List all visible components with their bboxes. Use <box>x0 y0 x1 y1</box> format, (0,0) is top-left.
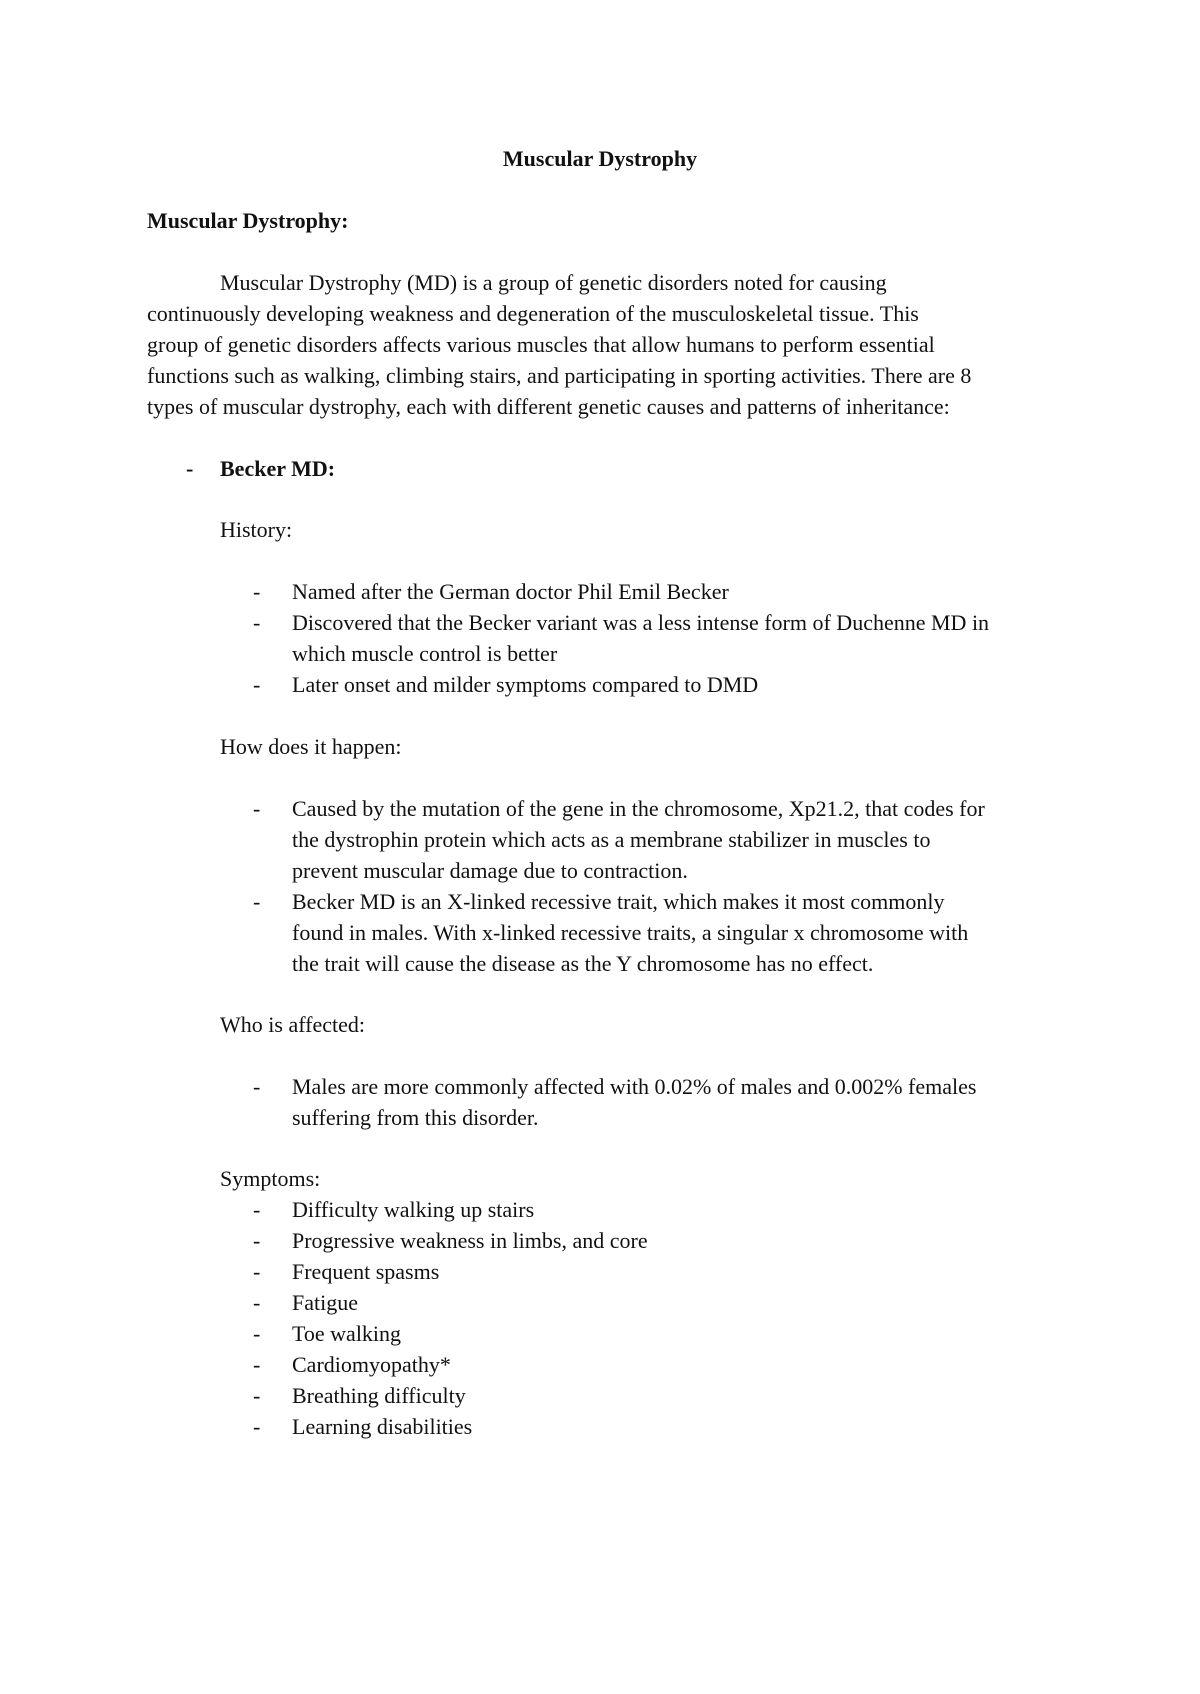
sub-bullet-marker: - <box>253 1290 261 1315</box>
sub-bullet-marker: - <box>253 1383 261 1408</box>
document-title: Muscular Dystrophy <box>502 146 698 171</box>
sub-bullet-marker: - <box>253 1414 261 1439</box>
who-item: Males are more commonly affected with 0.02% of males and 0.002% females <box>292 1074 977 1099</box>
sub-bullet-marker: - <box>253 1228 261 1253</box>
who-item-continued: suffering from this disorder. <box>292 1105 539 1130</box>
how-item-continued: found in males. With x-linked recessive traits, a singular x chromosome with <box>292 920 969 945</box>
symptom-item: Toe walking <box>292 1321 402 1346</box>
symptoms-heading: Symptoms: <box>220 1166 321 1191</box>
history-heading: History: <box>220 517 293 542</box>
symptom-item: Cardiomyopathy* <box>292 1352 451 1377</box>
intro-line: Muscular Dystrophy (MD) is a group of genetic disorders noted for causing <box>220 270 887 295</box>
how-item-continued: prevent muscular damage due to contraction. <box>292 858 688 883</box>
sub-bullet-marker: - <box>253 889 261 914</box>
sub-bullet-marker: - <box>253 1259 261 1284</box>
symptom-item: Progressive weakness in limbs, and core <box>292 1228 648 1253</box>
how-item-continued: the dystrophin protein which acts as a membrane stabilizer in muscles to <box>292 827 931 852</box>
symptom-item: Fatigue <box>292 1290 358 1315</box>
symptom-item: Difficulty walking up stairs <box>292 1197 535 1222</box>
intro-line: group of genetic disorders affects various muscles that allow humans to perform essential <box>147 332 935 357</box>
section-heading: Muscular Dystrophy: <box>147 208 349 233</box>
sub-bullet-marker: - <box>253 1321 261 1346</box>
how-item-continued: the trait will cause the disease as the Y chromosome has no effect. <box>292 951 874 976</box>
intro-line: types of muscular dystrophy, each with different genetic causes and patterns of inheritance: <box>147 394 950 419</box>
sub-bullet-marker: - <box>253 796 261 821</box>
sub-bullet-marker: - <box>253 1352 261 1377</box>
intro-line: continuously developing weakness and degeneration of the musculoskeletal tissue. This <box>147 301 919 326</box>
bullet-marker: - <box>186 456 194 481</box>
type-heading: Becker MD: <box>220 456 336 481</box>
how-item: Caused by the mutation of the gene in the chromosome, Xp21.2, that codes for <box>292 796 985 821</box>
symptom-item: Learning disabilities <box>292 1414 473 1439</box>
history-item: Named after the German doctor Phil Emil Becker <box>292 579 729 604</box>
how-heading: How does it happen: <box>220 734 402 759</box>
sub-bullet-marker: - <box>253 672 261 697</box>
sub-bullet-marker: - <box>253 1197 261 1222</box>
sub-bullet-marker: - <box>253 579 261 604</box>
who-heading: Who is affected: <box>220 1012 365 1037</box>
how-item: Becker MD is an X-linked recessive trait, which makes it most commonly <box>292 889 945 914</box>
symptom-item: Frequent spasms <box>292 1259 440 1284</box>
history-item: Later onset and milder symptoms compared to DMD <box>292 672 759 697</box>
history-item-continued: which muscle control is better <box>292 641 558 666</box>
intro-line: functions such as walking, climbing stairs, and participating in sporting activities. There are 8 <box>147 363 972 388</box>
sub-bullet-marker: - <box>253 610 261 635</box>
symptom-item: Breathing difficulty <box>292 1383 466 1408</box>
history-item: Discovered that the Becker variant was a less intense form of Duchenne MD in <box>292 610 990 635</box>
sub-bullet-marker: - <box>253 1074 261 1099</box>
